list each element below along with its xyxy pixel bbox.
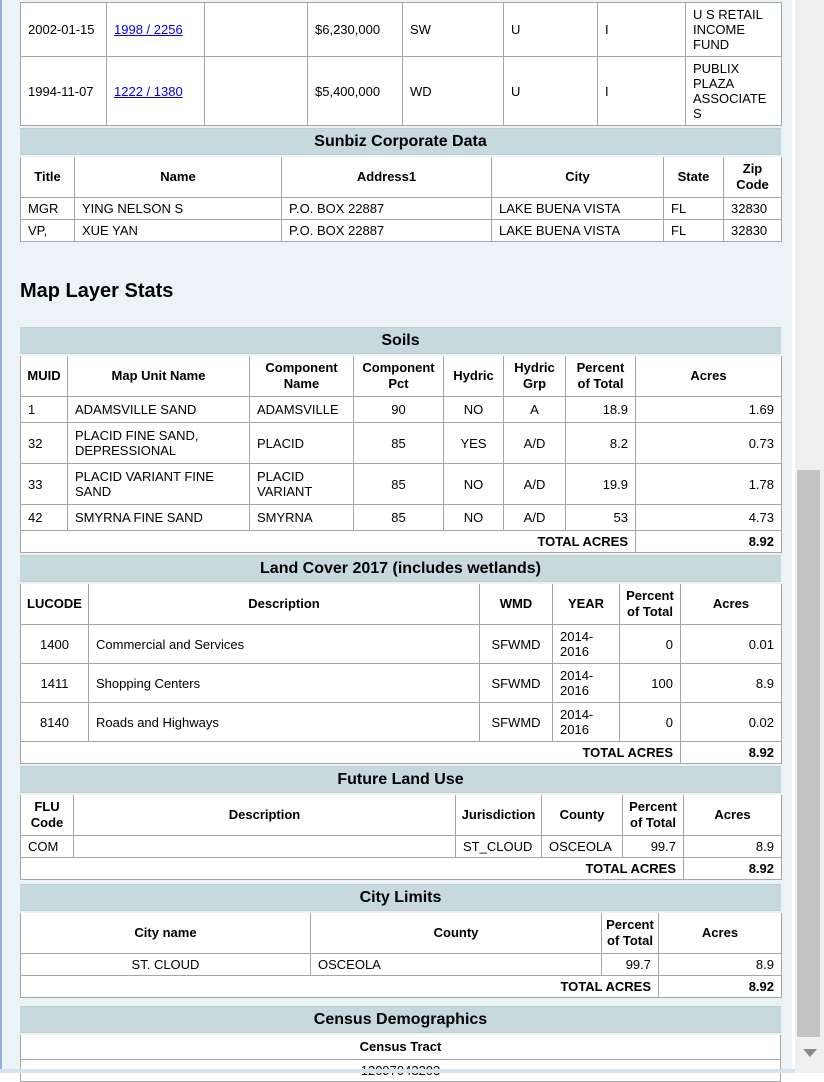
cell: 0.02 [681,703,782,742]
cell: 90 [354,397,444,423]
cell: LAKE BUENA VISTA [492,220,664,242]
cell: 2014-2016 [553,664,620,703]
cell: SFWMD [480,664,553,703]
column-header: Address1 [282,157,492,198]
header-row [21,795,782,836]
cell: 53 [566,505,636,531]
total-label: TOTAL ACRES [21,742,681,764]
total-value: 8.92 [681,742,782,764]
section-future-land-use [20,766,792,880]
table-row [21,954,782,976]
column-header: Description [74,795,456,836]
census-table [20,1035,781,1082]
cell: 1411 [21,664,89,703]
cell: 8.9 [659,954,782,976]
cell [205,3,308,57]
cell: I [598,57,686,126]
header-row [21,584,782,625]
table-row [21,664,782,703]
cell: SFWMD [480,703,553,742]
total-value: 8.92 [684,858,782,880]
cell: $5,400,000 [308,57,403,126]
cell: 2014-2016 [553,625,620,664]
cell [107,57,205,126]
cell: 1.78 [636,464,782,505]
column-header: Jurisdiction [456,795,542,836]
cell: 85 [354,505,444,531]
cell: 4.73 [636,505,782,531]
sales-history-table [20,2,782,126]
cell: ST_CLOUD [456,836,542,858]
section-city-limits [20,884,792,998]
cell [107,3,205,57]
cell: U S RETAIL INCOME FUND [686,3,782,57]
cell [205,57,308,126]
map-layer-stats-heading: Map Layer Stats [20,280,174,302]
cell: 100 [620,664,681,703]
cell: MGR [21,198,75,220]
cell: I [598,3,686,57]
column-header: YEAR [553,584,620,625]
cell: 19.9 [566,464,636,505]
cell: 1 [21,397,68,423]
total-value: 8.92 [636,531,782,553]
cell: 18.9 [566,397,636,423]
book-page-link[interactable]: 1998 / 2256 [114,22,183,37]
cell: WD [403,57,504,126]
section-land-cover [20,555,792,764]
cell: 1.69 [636,397,782,423]
cell: Commercial and Services [89,625,480,664]
cell: 8.9 [681,664,782,703]
cell: 2014-2016 [553,703,620,742]
cell: 85 [354,423,444,464]
table-row [21,423,782,464]
column-header: Acres [659,913,782,954]
table-row [21,3,782,57]
cell: P.O. BOX 22887 [282,220,492,242]
cell: Shopping Centers [89,664,480,703]
cell: YING NELSON S [75,198,282,220]
cell: PLACID VARIANT [250,464,354,505]
vertical-scrollbar[interactable] [795,0,824,1073]
column-header: Percent of Total [620,584,681,625]
cell: A/D [504,423,566,464]
cell: XUE YAN [75,220,282,242]
panel-left-border [0,0,2,1073]
cell: SW [403,3,504,57]
cell: NO [444,505,504,531]
column-header: Census Tract [21,1035,781,1060]
section-title-future-land-use: Future Land Use [20,766,781,793]
cell [74,836,456,858]
table-row [21,220,782,242]
column-header: County [311,913,602,954]
cell: 0.73 [636,423,782,464]
cell: FL [664,198,724,220]
total-row [21,742,782,764]
cell: A/D [504,464,566,505]
column-header: Component Pct [354,356,444,397]
cell: PLACID [250,423,354,464]
cell: 33 [21,464,68,505]
cell: 32830 [724,198,782,220]
cell: ST. CLOUD [21,954,311,976]
column-header: MUID [21,356,68,397]
column-header: City [492,157,664,198]
cell: 0 [620,703,681,742]
cell: ADAMSVILLE [250,397,354,423]
cell: A/D [504,505,566,531]
cell: SMYRNA FINE SAND [68,505,250,531]
column-header: Percent of Total [566,356,636,397]
cell: 0 [620,625,681,664]
cell: 2002-01-15 [21,3,107,57]
cell: 99.7 [623,836,684,858]
column-header: Acres [636,356,782,397]
cell: Roads and Highways [89,703,480,742]
cell: PUBLIX PLAZA ASSOCIATES [686,57,782,126]
cell: NO [444,464,504,505]
column-header: Hydric Grp [504,356,566,397]
soils-table [20,356,782,553]
total-row [21,531,782,553]
column-header: Title [21,157,75,198]
sunbiz-table [20,157,782,242]
cell: 8.2 [566,423,636,464]
column-header: Percent of Total [623,795,684,836]
cell: $6,230,000 [308,3,403,57]
cell: P.O. BOX 22887 [282,198,492,220]
header-row [21,356,782,397]
total-row [21,858,782,880]
column-header: Acres [684,795,782,836]
section-title-census: Census Demographics [20,1006,781,1033]
table-row [21,836,782,858]
future-land-use-table [20,795,782,880]
column-header: Zip Code [724,157,782,198]
cell: SMYRNA [250,505,354,531]
cell: PLACID FINE SAND, DEPRESSIONAL [68,423,250,464]
scrollbar-thumb[interactable] [797,470,820,1037]
column-header: Component Name [250,356,354,397]
cell: 42 [21,505,68,531]
column-header: County [542,795,623,836]
cell: 85 [354,464,444,505]
panel-bottom-border [0,1069,795,1073]
cell: 99.7 [602,954,659,976]
cell: A [504,397,566,423]
cell: SFWMD [480,625,553,664]
total-label: TOTAL ACRES [21,531,636,553]
column-header: Map Unit Name [68,356,250,397]
land-cover-table [20,584,782,764]
cell: ADAMSVILLE SAND [68,397,250,423]
cell: 1994-11-07 [21,57,107,126]
cell: PLACID VARIANT FINE SAND [68,464,250,505]
cell: LAKE BUENA VISTA [492,198,664,220]
section-title-soils: Soils [20,327,781,354]
column-header: City name [21,913,311,954]
chevron-down-icon [803,1049,817,1057]
cell: 1400 [21,625,89,664]
table-row [21,198,782,220]
cell: U [504,3,598,57]
table-row [21,625,782,664]
cell: YES [444,423,504,464]
cell: 8.9 [684,836,782,858]
cell: NO [444,397,504,423]
scrollbar-down-button[interactable] [795,1040,824,1064]
cell: 32830 [724,220,782,242]
table-row [21,505,782,531]
cell: FL [664,220,724,242]
report-content [2,0,792,1069]
cell: U [504,57,598,126]
cell: 32 [21,423,68,464]
section-title-land-cover: Land Cover 2017 (includes wetlands) [20,555,781,582]
table-row [21,464,782,505]
book-page-link[interactable]: 1222 / 1380 [114,83,183,99]
column-header: Name [75,157,282,198]
section-soils [20,327,792,553]
city-limits-table [20,913,782,998]
column-header: WMD [480,584,553,625]
cell: VP, [21,220,75,242]
table-row [21,703,782,742]
total-value: 8.92 [659,976,782,998]
header-row [21,1035,781,1060]
total-label: TOTAL ACRES [21,858,684,880]
table-row [21,57,782,126]
column-header: Acres [681,584,782,625]
column-header: State [664,157,724,198]
column-header: LUCODE [21,584,89,625]
column-header: FLU Code [21,795,74,836]
cell: OSCEOLA [311,954,602,976]
cell: 0.01 [681,625,782,664]
header-row [21,913,782,954]
total-label: TOTAL ACRES [21,976,659,998]
column-header: Hydric [444,356,504,397]
section-title-sunbiz: Sunbiz Corporate Data [20,128,781,155]
table-row [21,397,782,423]
header-row [21,157,782,198]
section-title-city-limits: City Limits [20,884,781,911]
cell: COM [21,836,74,858]
cell: 8140 [21,703,89,742]
total-row [21,976,782,998]
section-sunbiz [20,128,792,242]
cell: OSCEOLA [542,836,623,858]
column-header: Description [89,584,480,625]
column-header: Percent of Total [602,913,659,954]
